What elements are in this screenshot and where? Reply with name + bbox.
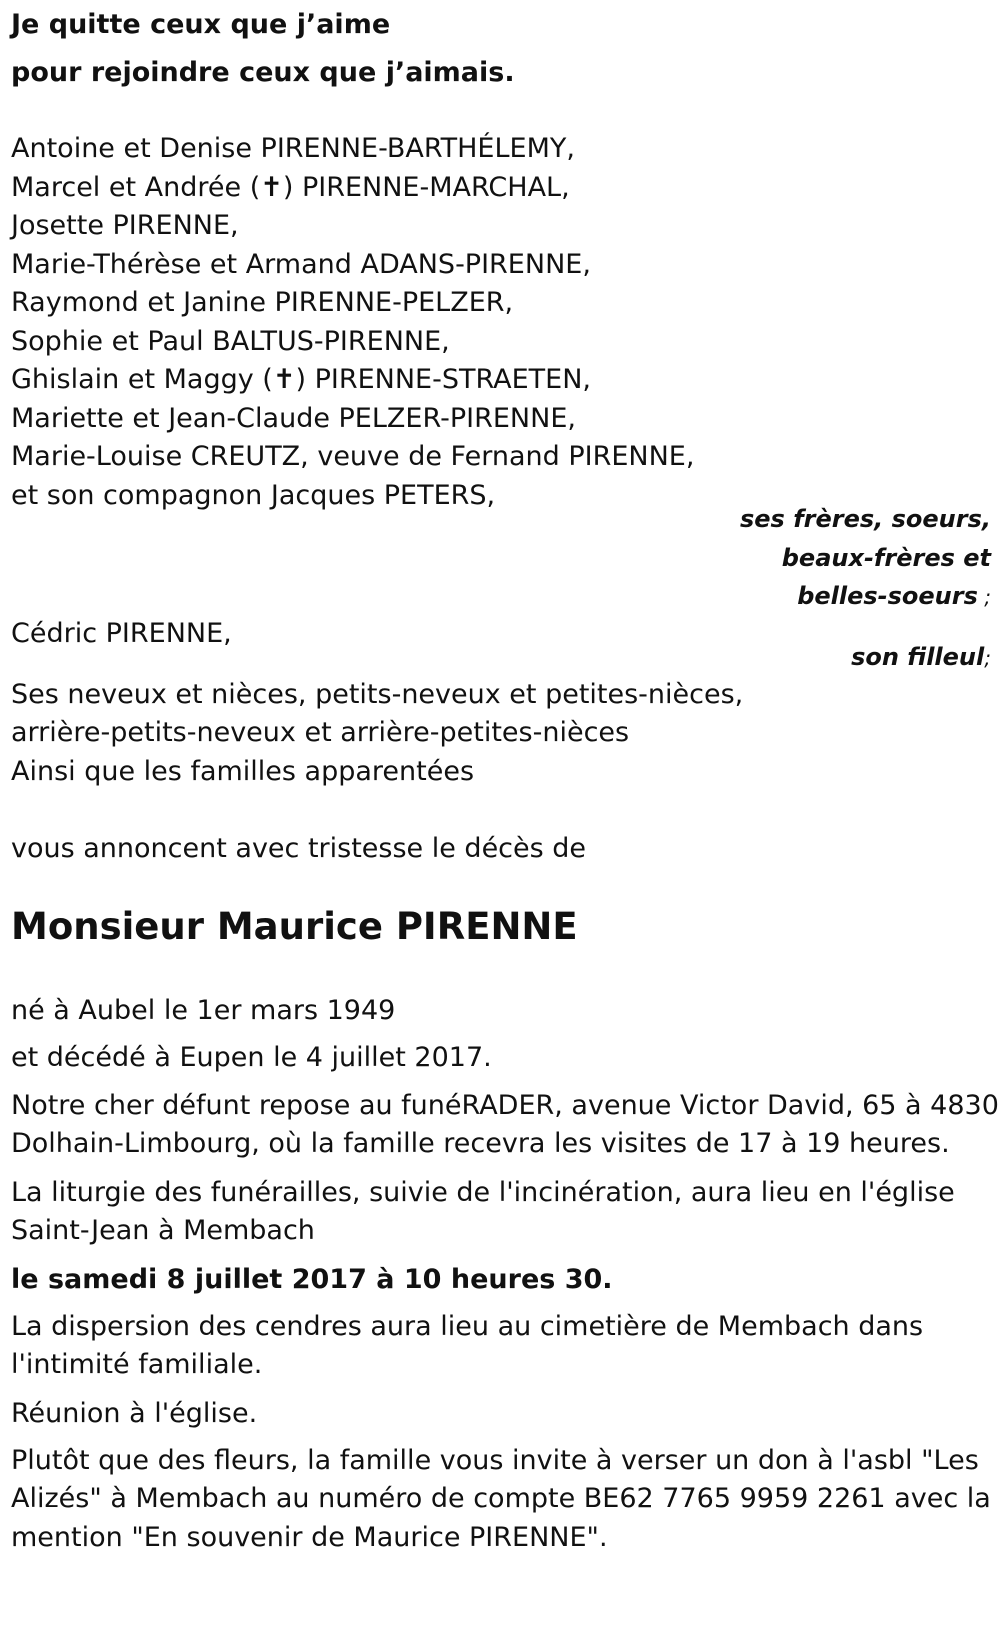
epigraph-line-2: pour rejoindre ceux que j’aimais. — [11, 57, 515, 88]
family-line-6: Sophie et Paul BALTUS-PIRENNE, — [11, 326, 450, 357]
birth-info: né à Aubel le 1er mars 1949 — [11, 995, 396, 1026]
announcement: vous annoncent avec tristesse le décès de — [11, 833, 587, 864]
family-role-line-2: beaux-frères et — [781, 544, 991, 572]
family-line-9: Marie-Louise CREUTZ, veuve de Fernand PIRENNE, — [11, 441, 695, 472]
liturgy-line-2: Saint-Jean à Membach — [11, 1215, 315, 1246]
donation-line-1: Plutôt que des fleurs, la famille vous invite à verser un don à l'asbl "Les — [11, 1445, 979, 1476]
family-role-separator: ; — [977, 585, 991, 609]
family-line-4: Marie-Thérèse et Armand ADANS-PIRENNE, — [11, 249, 591, 280]
rest-line-1: Notre cher défunt repose au funéRADER, avenue Victor David, 65 à 4830 — [11, 1090, 999, 1121]
family-line-1: Antoine et Denise PIRENNE-BARTHÉLEMY, — [11, 133, 575, 164]
donation-line-3: mention "En souvenir de Maurice PIRENNE". — [11, 1522, 608, 1553]
death-info: et décédé à Eupen le 4 juillet 2017. — [11, 1042, 492, 1073]
family-line-10: et son compagnon Jacques PETERS, — [11, 480, 496, 511]
family-role-line-1: ses frères, soeurs, — [739, 505, 991, 533]
family-role-text: belles-soeurs — [797, 582, 978, 610]
family-line-7: Ghislain et Maggy (✝) PIRENNE-STRAETEN, — [11, 364, 591, 395]
rest-line-2: Dolhain-Limbourg, où la famille recevra les visites de 17 à 19 heures. — [11, 1128, 950, 1159]
family-line-2: Marcel et Andrée (✝) PIRENNE-MARCHAL, — [11, 172, 570, 203]
godson-role — [851, 637, 991, 678]
ashes-line-2: l'intimité familiale. — [11, 1349, 263, 1380]
family-line-3: Josette PIRENNE, — [11, 210, 239, 241]
extended-family-line-3: Ainsi que les familles apparentées — [11, 756, 475, 787]
reunion-info: Réunion à l'église. — [11, 1398, 258, 1429]
extended-family-line-1: Ses neveux et nièces, petits-neveux et petites-nièces, — [11, 679, 744, 710]
ceremony-date-time: le samedi 8 juillet 2017 à 10 heures 30. — [11, 1264, 613, 1295]
godson-role-separator: ; — [984, 646, 991, 670]
ashes-line-1: La dispersion des cendres aura lieu au cimetière de Membach dans — [11, 1311, 924, 1342]
godson-name: Cédric PIRENNE, — [11, 618, 232, 649]
epigraph-line-1: Je quitte ceux que j’aime — [11, 9, 391, 40]
family-line-8: Mariette et Jean-Claude PELZER-PIRENNE, — [11, 403, 576, 434]
family-role-line-3 — [797, 576, 991, 617]
extended-family-line-2: arrière-petits-neveux et arrière-petites-nièces — [11, 717, 630, 748]
deceased-name: Monsieur Maurice PIRENNE — [11, 905, 578, 948]
godson-role-text: son filleul — [851, 643, 985, 671]
liturgy-line-1: La liturgie des funérailles, suivie de l'incinération, aura lieu en l'église — [11, 1177, 955, 1208]
family-line-5: Raymond et Janine PIRENNE-PELZER, — [11, 287, 514, 318]
donation-line-2: Alizés" à Membach au numéro de compte BE62 7765 9959 2261 avec la — [11, 1483, 991, 1514]
